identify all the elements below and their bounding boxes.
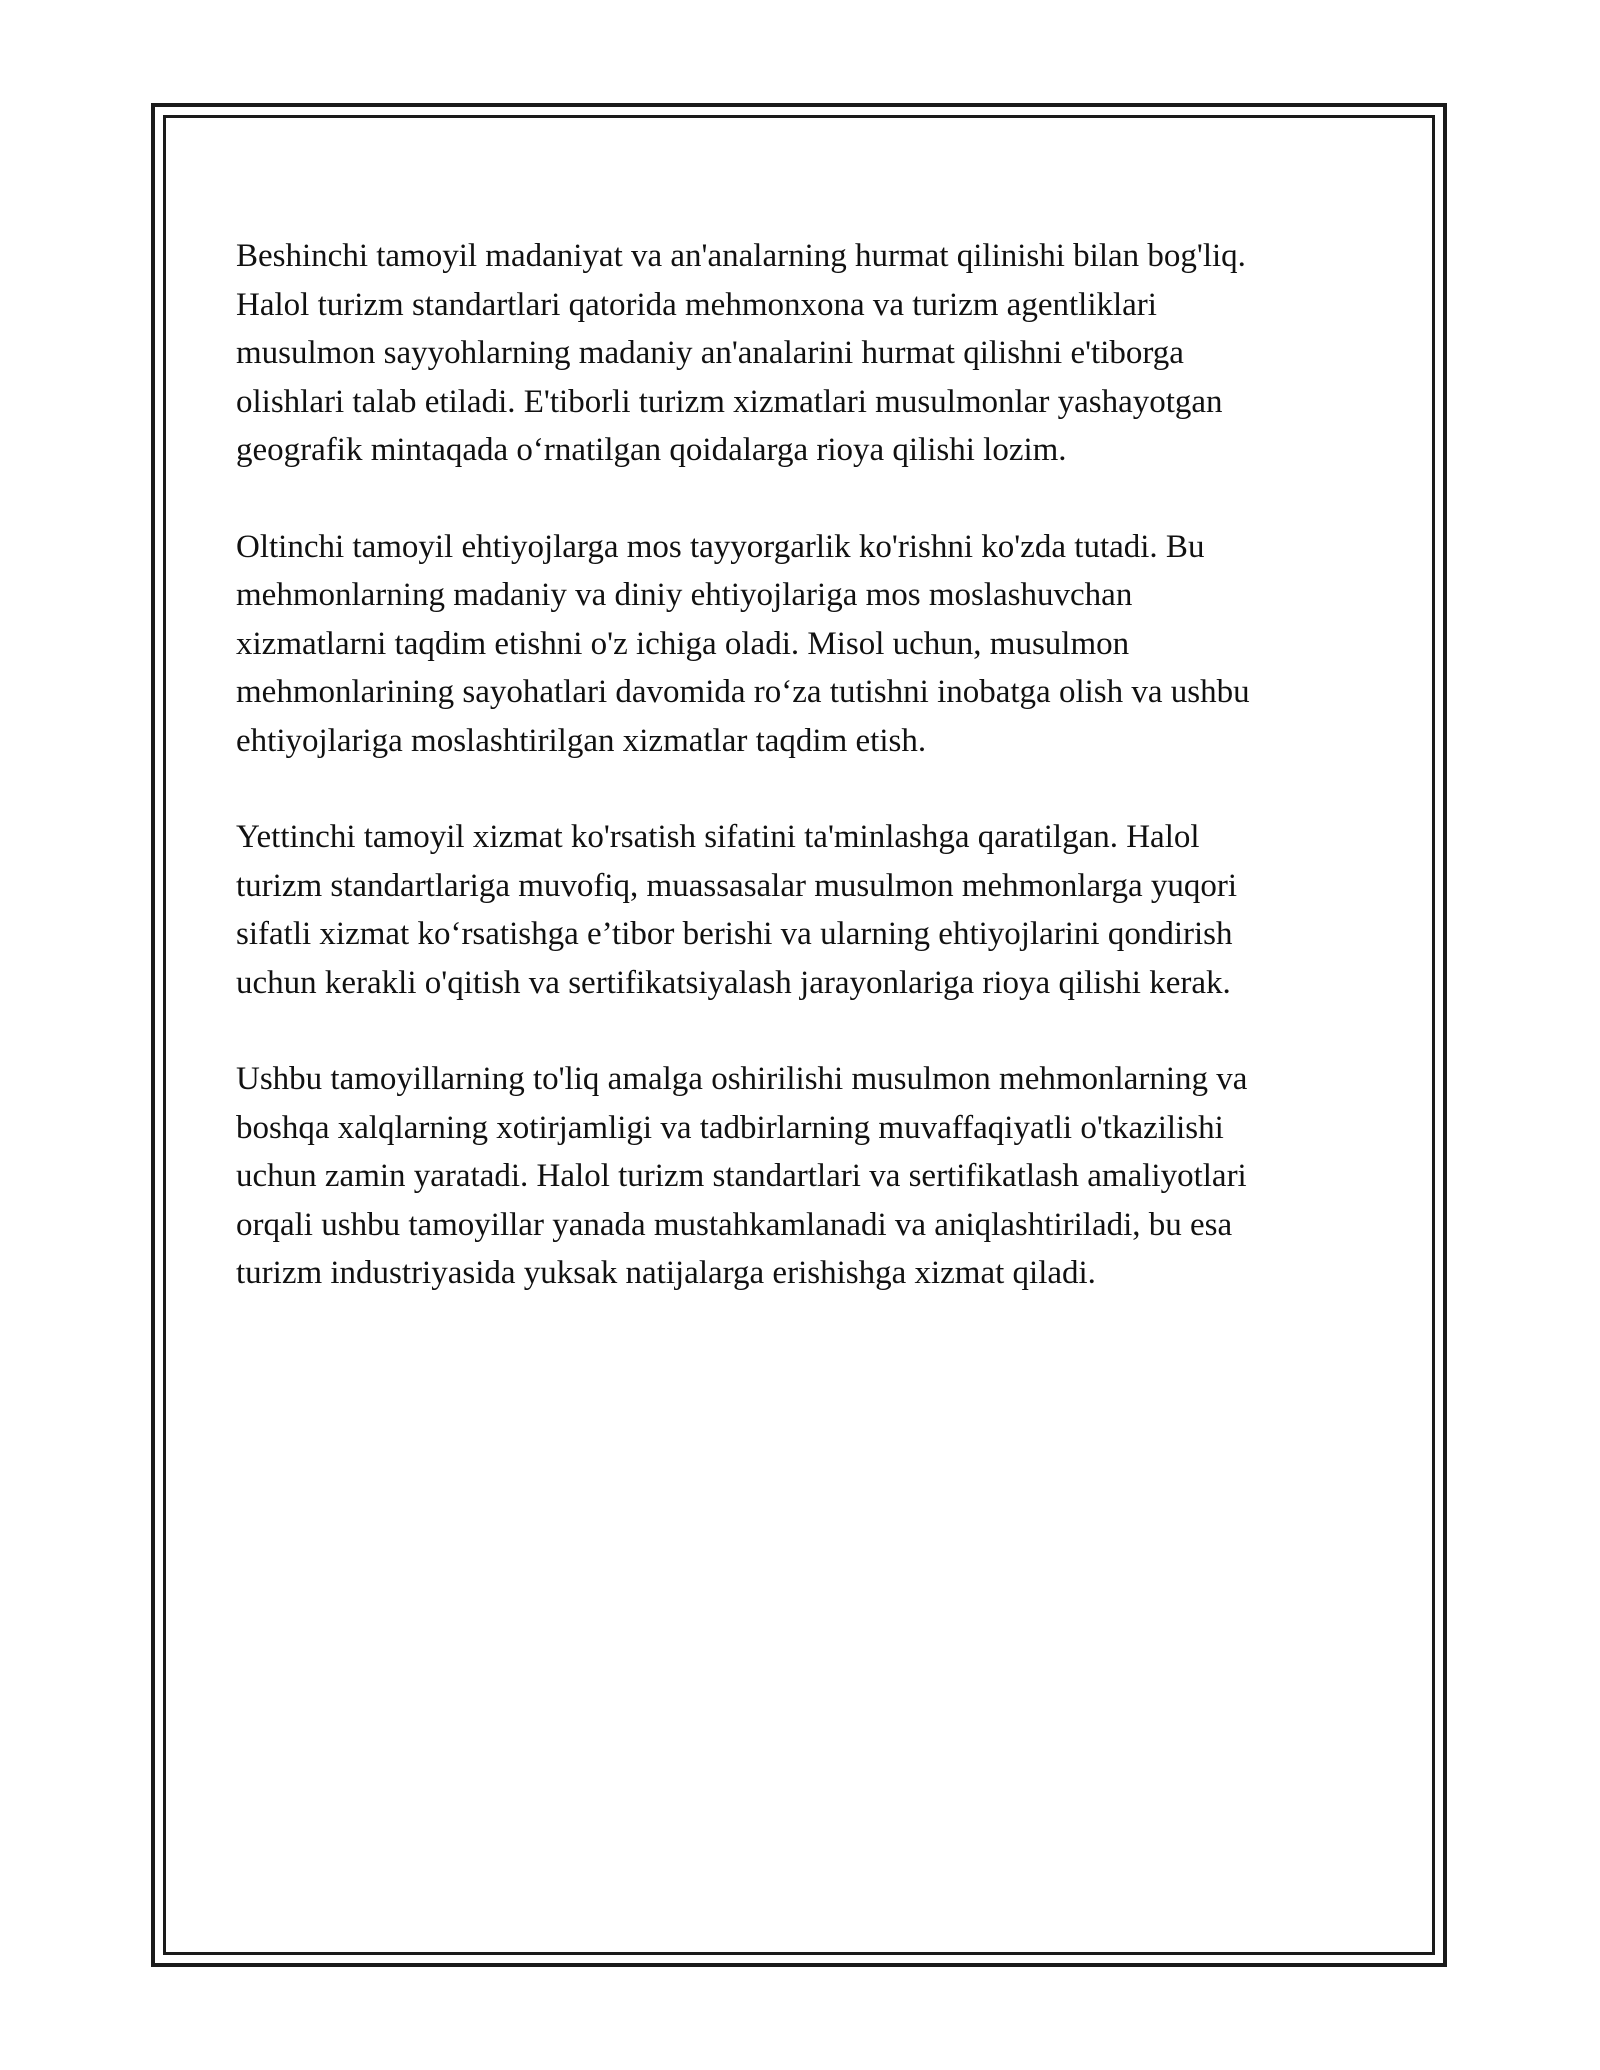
paragraph-fifth-principle: Beshinchi tamoyil madaniyat va an'analarning hurmat qilinishi bilan bog'liq. Halol turizm standartlari qatorida mehmonxona va turizm agentliklari musulmon sayyohlarning madaniy an'analarini hurmat qilishni e'tiborga olishlari talab etiladi. E'tiborli turizm xizmatlari musulmonlar yashayotgan geografik mintaqada oʻrnatilgan qoidalarga rioya qilishi lozim. <box>236 238 1246 468</box>
paragraph-conclusion: Ushbu tamoyillarning to'liq amalga oshirilishi musulmon mehmonlarning va boshqa xalqlarning xotirjamligi va tadbirlarning muvaffaqiyatli o'tkazilishi uchun zamin yaratadi. Halol turizm standartlari va sertifikatlash amaliyotlari orqali ushbu tamoyillar yanada mustahkamlanadi va aniqlashtiriladi, bu esa turizm industriyasida yuksak natijalarga erishishga xizmat qiladi. <box>236 1061 1248 1291</box>
document-body <box>236 232 1376 1346</box>
paragraph-sixth-principle: Oltinchi tamoyil ehtiyojlarga mos tayyorgarlik ko'rishni ko'zda tutadi. Bu mehmonlarning madaniy va diniy ehtiyojlariga mos moslashuvchan xizmatlarni taqdim etishni o'z ichiga oladi. Misol uchun, musulmon mehmonlarining sayohatlari davomida roʻza tutishni inobatga olish va ushbu ehtiyojlariga moslashtirilgan xizmatlar taqdim etish. <box>236 528 1250 759</box>
paragraph-seventh-principle: Yettinchi tamoyil xizmat ko'rsatish sifatini ta'minlashga qaratilgan. Halol turizm standartlariga muvofiq, muassasalar musulmon mehmonlarga yuqori sifatli xizmat koʻrsatishga e’tibor berishi va ularning ehtiyojlarini qondirish uchun kerakli o'qitish va sertifikatsiyalash jarayonlariga rioya qilishi kerak. <box>236 819 1238 1001</box>
